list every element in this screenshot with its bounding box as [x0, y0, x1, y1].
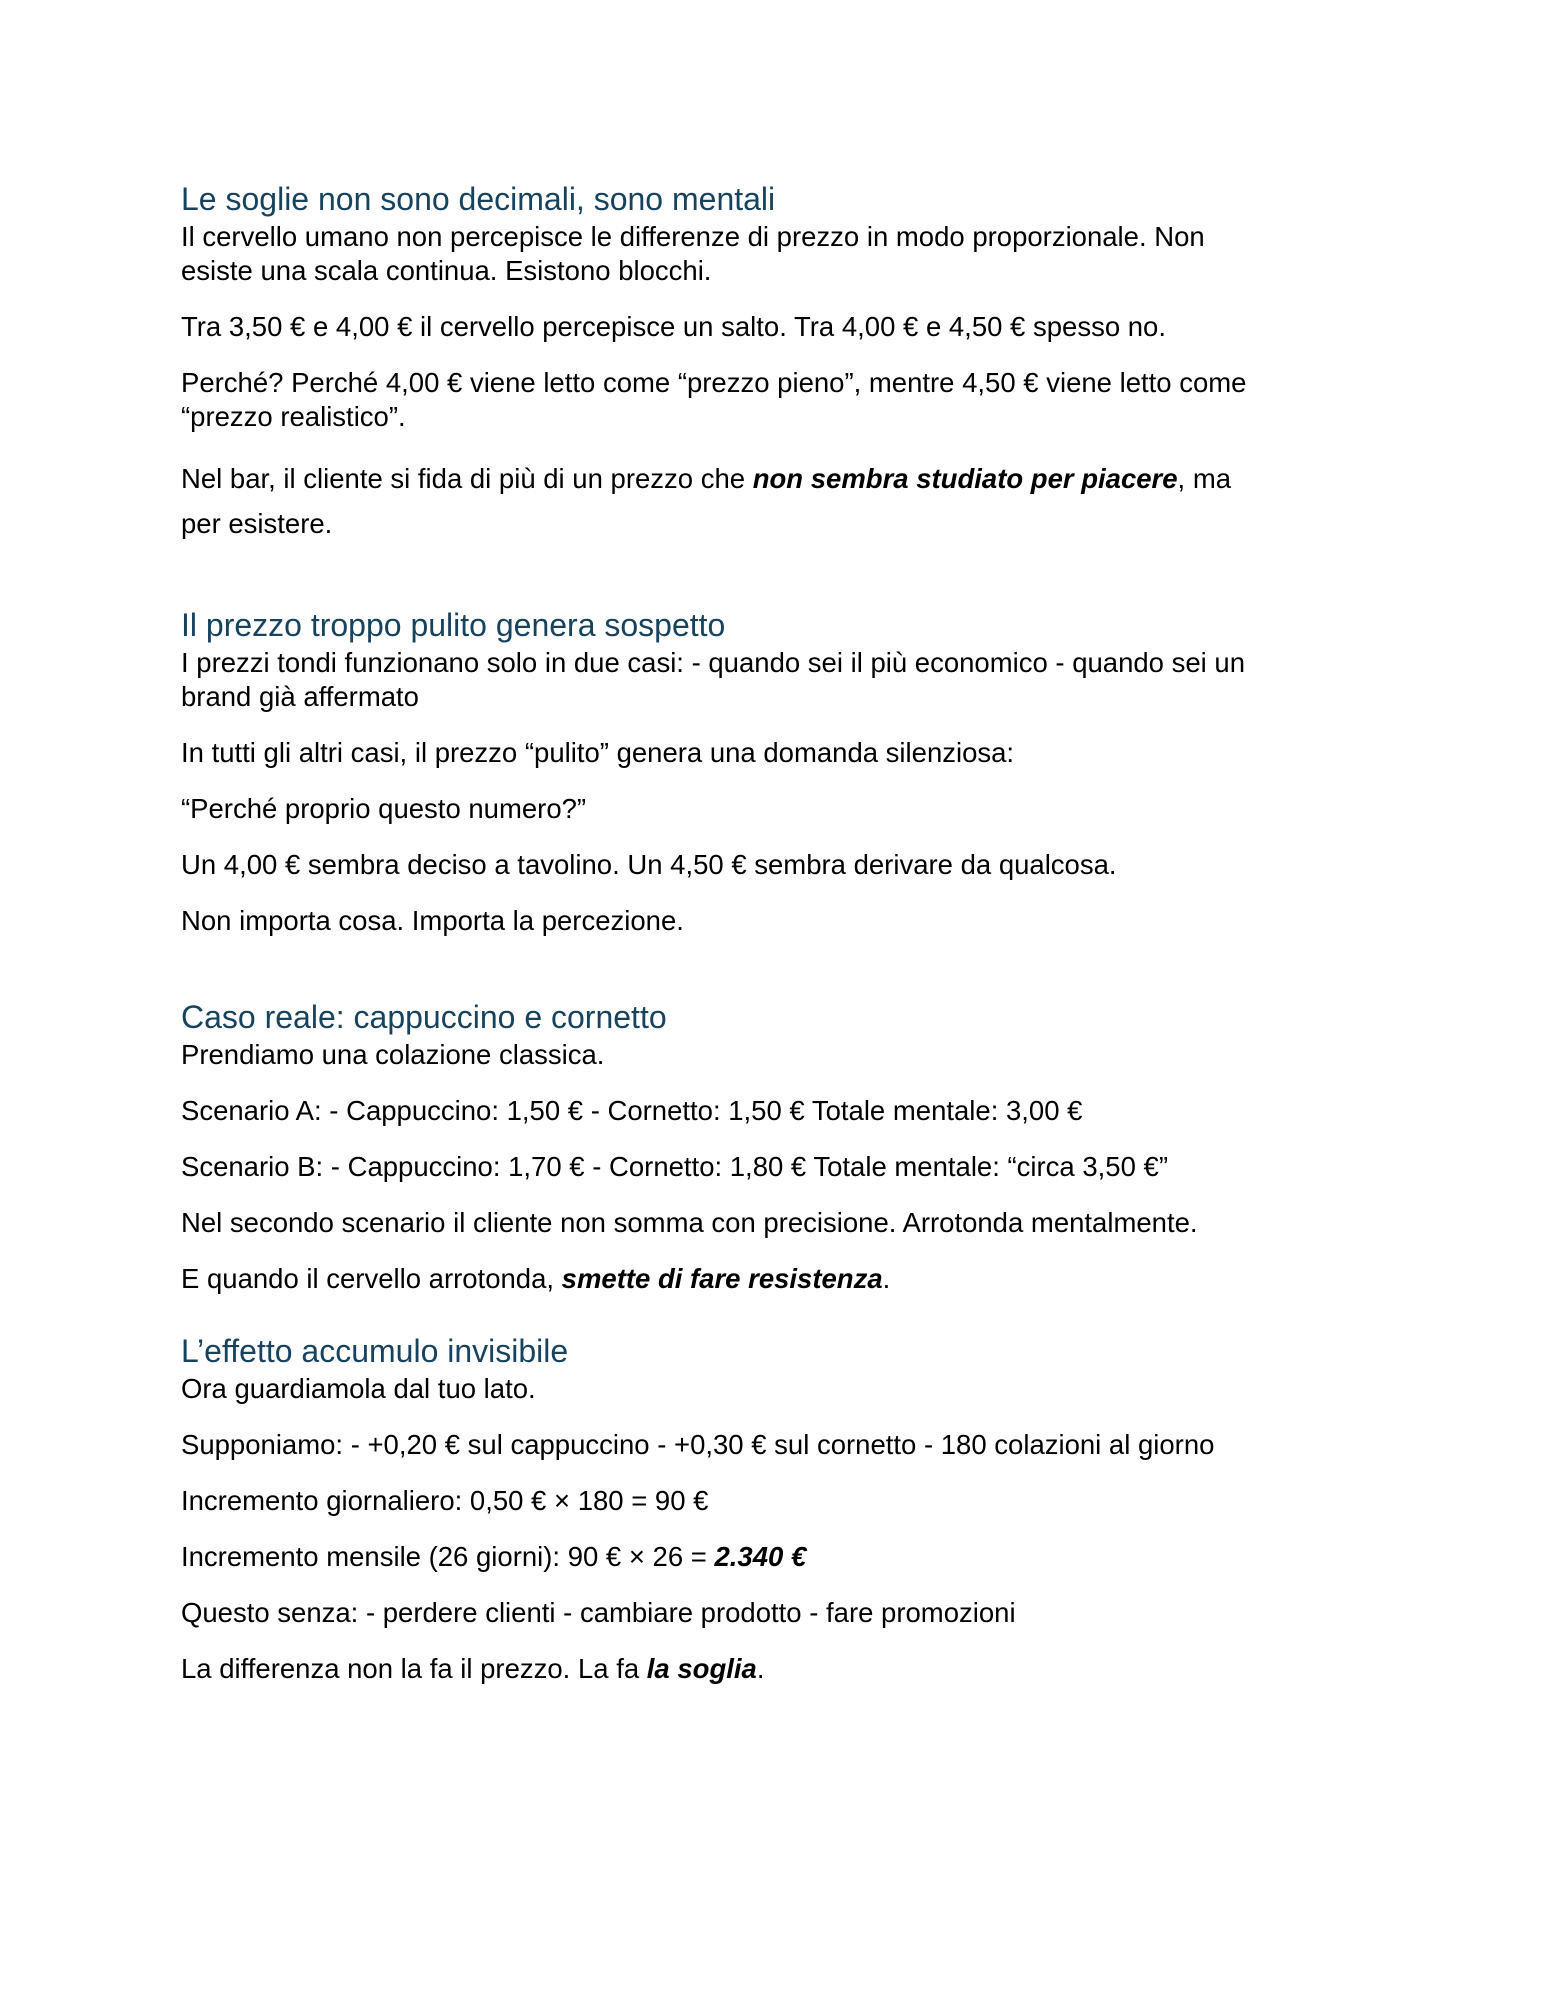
- paragraph: [181, 1652, 1361, 1686]
- paragraph: [181, 366, 1361, 434]
- paragraph-line: per esistere.: [181, 508, 333, 539]
- section-prezzo-pulito: [181, 606, 1361, 938]
- paragraph: [181, 220, 1361, 288]
- text-run: .: [882, 1263, 891, 1294]
- paragraph: Prendiamo una colazione classica.: [181, 1039, 605, 1070]
- text-run: Nel bar, il cliente si fida di più di un prezzo che: [181, 463, 753, 494]
- section-title: L’effetto accumulo invisibile: [181, 1333, 569, 1369]
- text-run: E quando il cervello arrotonda,: [181, 1263, 562, 1294]
- paragraph: Scenario B: - Cappuccino: 1,70 € - Cornetto: 1,80 € Totale mentale: “circa 3,50 €”: [181, 1151, 1168, 1182]
- paragraph-line: Perché? Perché 4,00 € viene letto come “prezzo pieno”, mentre 4,50 € viene letto come: [181, 367, 1247, 398]
- text-run: .: [756, 1653, 765, 1684]
- paragraph: Nel secondo scenario il cliente non somma con precisione. Arrotonda mentalmente.: [181, 1207, 1198, 1238]
- paragraph: [181, 456, 1361, 546]
- paragraph: Supponiamo: - +0,20 € sul cappuccino - +0,30 € sul cornetto - 180 colazioni al giorno: [181, 1429, 1215, 1460]
- section-title: Caso reale: cappuccino e cornetto: [181, 999, 667, 1035]
- paragraph: Questo senza: - perdere clienti - cambiare prodotto - fare promozioni: [181, 1597, 1016, 1628]
- paragraph-line: esiste una scala continua. Esistono blocchi.: [181, 255, 712, 286]
- paragraph: “Perché proprio questo numero?”: [181, 793, 587, 824]
- text-run: La differenza non la fa il prezzo. La fa: [181, 1653, 647, 1684]
- paragraph: Un 4,00 € sembra deciso a tavolino. Un 4,50 € sembra derivare da qualcosa.: [181, 849, 1117, 880]
- section-effetto-accumulo: [181, 1332, 1361, 1686]
- paragraph: Scenario A: - Cappuccino: 1,50 € - Cornetto: 1,50 € Totale mentale: 3,00 €: [181, 1095, 1083, 1126]
- emphasis-text: smette di fare resistenza: [561, 1263, 883, 1294]
- paragraph-line: I prezzi tondi funzionano solo in due casi: - quando sei il più economico - quando sei un: [181, 647, 1246, 678]
- paragraph: In tutti gli altri casi, il prezzo “pulito” genera una domanda silenziosa:: [181, 737, 1015, 768]
- paragraph: Incremento giornaliero: 0,50 € × 180 = 90 €: [181, 1485, 709, 1516]
- text-run: Incremento mensile (26 giorni): 90 € × 26 =: [181, 1541, 715, 1572]
- paragraph: [181, 1540, 1361, 1574]
- paragraph: [181, 646, 1361, 714]
- paragraph-line: brand già affermato: [181, 681, 419, 712]
- document-page: [181, 180, 1361, 1708]
- section-title: Il prezzo troppo pulito genera sospetto: [181, 607, 726, 643]
- section-caso-reale: [181, 998, 1361, 1296]
- paragraph-line: “prezzo realistico”.: [181, 401, 406, 432]
- text-run: , ma: [1177, 463, 1232, 494]
- paragraph: Ora guardiamola dal tuo lato.: [181, 1373, 536, 1404]
- section-title: Le soglie non sono decimali, sono mentali: [181, 181, 776, 217]
- section-soglie-mentali: [181, 180, 1361, 546]
- emphasis-text: non sembra studiato per piacere: [752, 463, 1178, 494]
- paragraph: [181, 1262, 1361, 1296]
- paragraph: Non importa cosa. Importa la percezione.: [181, 905, 684, 936]
- emphasis-text: 2.340 €: [714, 1541, 807, 1572]
- paragraph-line: Il cervello umano non percepisce le differenze di prezzo in modo proporzionale. Non: [181, 221, 1205, 252]
- paragraph: Tra 3,50 € e 4,00 € il cervello percepisce un salto. Tra 4,00 € e 4,50 € spesso no.: [181, 311, 1166, 342]
- emphasis-text: la soglia: [646, 1653, 757, 1684]
